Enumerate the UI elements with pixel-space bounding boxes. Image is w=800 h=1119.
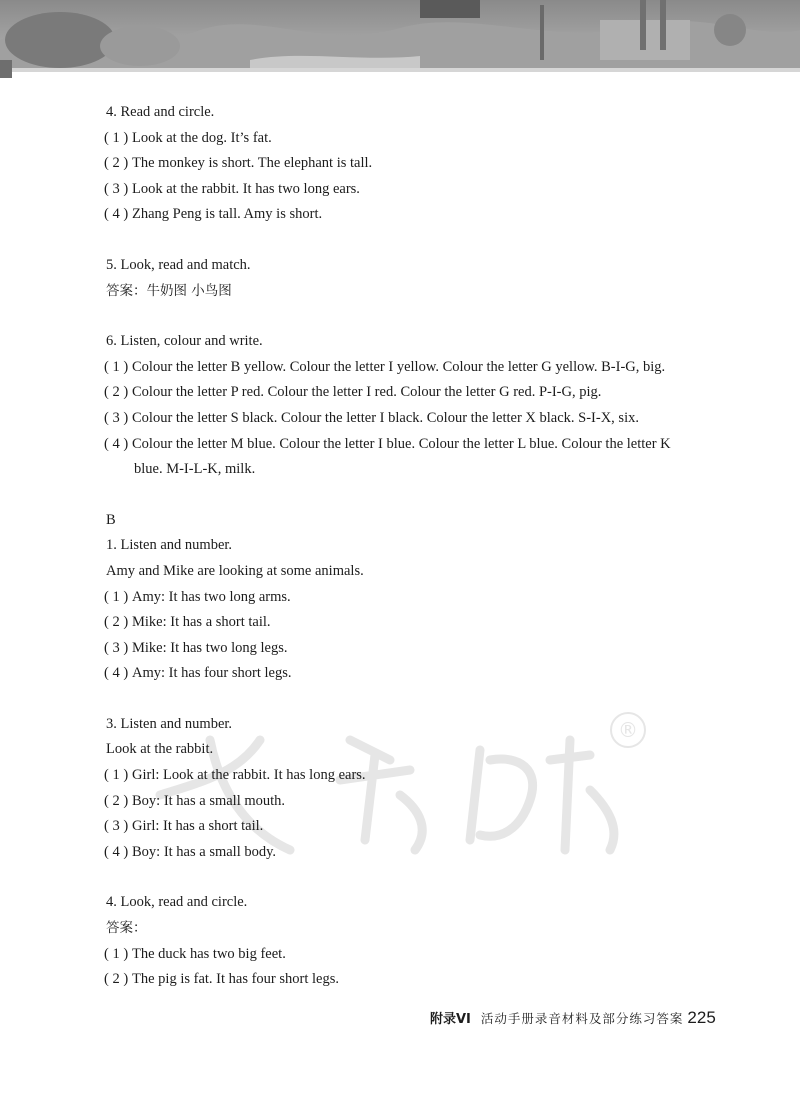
page-number: 225 [687,1008,716,1027]
section-heading-listen-and-number-3: 3. Listen and number. [106,715,233,732]
list-item: ( 3 ) Look at the rabbit. It has two long ears. [104,180,360,197]
answer-text: 答案： [106,920,147,937]
list-item: ( 1 ) Girl: Look at the rabbit. It has long ears. [104,767,366,784]
answer-key-content [106,100,746,993]
list-item: ( 3 ) Girl: It has a short tail. [104,818,264,835]
section-heading-read-and-circle: 4. Read and circle. [106,104,215,120]
list-item: ( 1 ) The duck has two big feet. [104,945,286,962]
page-footer [430,1008,716,1028]
list-item: ( 1 ) Colour the letter B yellow. Colour the letter I yellow. Colour the letter G yellow. B-I-G, big. [104,358,666,375]
section-intro: Look at the rabbit. [106,741,214,758]
list-item: ( 2 ) The pig is fat. It has four short legs. [104,971,339,988]
appendix-label: 附录VI [430,1012,471,1027]
list-item: ( 2 ) Boy: It has a small mouth. [104,792,286,809]
list-item: ( 2 ) Mike: It has a short tail. [104,614,271,631]
list-item: ( 4 ) Amy: It has four short legs. [104,665,292,682]
section-intro: Amy and Mike are looking at some animals. [106,562,364,579]
list-item: ( 2 ) The monkey is short. The elephant is tall. [104,155,373,172]
list-item: ( 3 ) Colour the letter S black. Colour the letter I black. Colour the letter X black. S-I-X, six. [104,409,639,426]
list-item: ( 4 ) Zhang Peng is tall. Amy is short. [104,206,323,223]
list-item: ( 4 ) Colour the letter M blue. Colour the letter I blue. Colour the letter L blue. Colour the letter K [104,435,671,452]
appendix-title: 活动手册录音材料及部分练习答案 [480,1011,684,1026]
section-heading-listen-and-number: 1. Listen and number. [106,537,233,554]
answer-text: 答案：牛奶图 小鸟图 [106,282,232,299]
section-heading-look-read-match: 5. Look, read and match. [106,256,251,273]
section-heading-look-read-circle: 4. Look, read and circle. [106,894,248,911]
part-label: B [106,511,116,528]
list-item: ( 1 ) Amy: It has two long arms. [104,588,291,605]
list-item: ( 4 ) Boy: It has a small body. [104,843,277,860]
svg-text:®: ® [618,718,638,742]
list-item-continuation: blue. M-I-L-K, milk. [134,461,256,478]
section-heading-listen-colour-write: 6. Listen, colour and write. [106,333,263,350]
list-item: ( 2 ) Colour the letter P red. Colour the letter I red. Colour the letter G red. P-I-G, pig. [104,384,602,401]
list-item: ( 1 ) Look at the dog. It’s fat. [104,129,272,146]
list-item: ( 3 ) Mike: It has two long legs. [104,639,288,656]
header-illustration [0,0,800,78]
